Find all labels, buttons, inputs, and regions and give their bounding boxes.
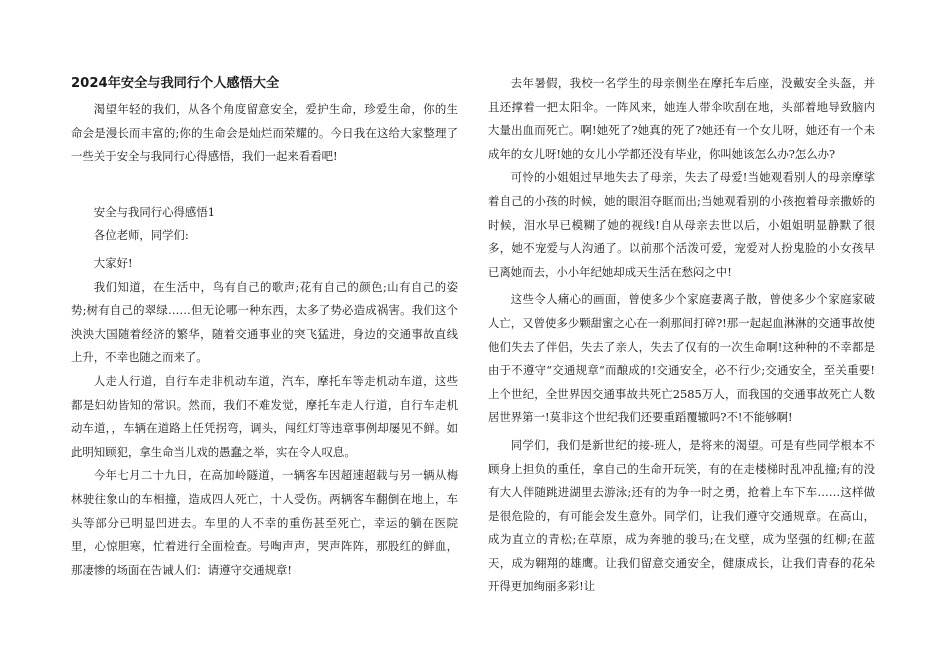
left-column	[71, 72, 458, 582]
body-paragraph-6: 这些令人痛心的画面，曾使多少个家庭妻离子散，曾使多少个家庭家破人亡，又曾使多少颗甜蜜之心在一刹那间打碎?!那一起起血淋淋的交通事故使他们失去了伴侣，失去了亲人，失去了仅有的一次生命啊!这种种的不幸都是由于不遵守“交通规章“而酿成的!交通安全，必不行少;交通安全，至关重要!上个世纪，全世界因交通事故共死亡2585万人，而我国的交通事故死亡人数居世界第一!莫非这个世纪我们还要重蹈覆辙吗?不!不能够啊!	[488, 292, 875, 425]
body-paragraph-4: 去年暑假，我校一名学生的母亲侧坐在摩托车后座，没戴安全头盔，并且还撑着一把太阳伞。一阵风来，她连人带伞吹刮在地，头部着地导致脑内大量出血而死亡。啊!她死了?她真的死了?她还有一个女儿呀，她还有一个未成年的女儿呀!她的女儿小学都还没有毕业，你叫她该怎么办?怎么办?	[488, 76, 875, 161]
body-paragraph-5: 可怜的小姐姐过早地失去了母亲，失去了母爱!当她观看别人的母亲摩挲着自己的小孩的时候，她的眼泪夺眶而出;当她观看别的小孩抱着母亲撒娇的时候，泪水早已模糊了她的视线!自从母亲去世以后，小姐姐明显静默了很多，她不宠爱与人沟通了。以前那个活泼可爱，宠爱对人扮鬼脸的小女孩早已离她而去，小小年纪她却成天生活在愁闷之中!	[488, 170, 875, 279]
document-title: 2024年安全与我同行个人感悟大全	[71, 76, 280, 91]
section-heading: 安全与我同行心得感悟1	[93, 204, 215, 219]
body-paragraph-2: 人走人行道，自行车走非机动车道，汽车，摩托车等走机动车道，这些都是妇幼皆知的常识。然而，我们不难发觉，摩托车走人行道，自行车走机动车道，，车辆在道路上任凭拐弯，调头，闯红灯等违章事例却屡见不鲜。如此明知顾犯，拿生命当儿戏的愚蠢之举，实在令人叹息。	[71, 373, 458, 459]
greeting-paragraph: 各位老师，同学们:	[93, 228, 189, 243]
body-paragraph-1: 我们知道，在生活中，鸟有自己的歌声;花有自己的颜色;山有自己的姿势;树有自己的翠绿……但无论哪一种东西，太多了势必造成祸害。我们这个泱泱大国随着经济的繁华，随着交通事业的突飞猛进，身边的交通事故直线上升，不幸也随之而来了。	[71, 279, 458, 365]
body-paragraph-7: 同学们，我们是新世纪的接-班人，是将来的渴望。可是有些同学根本不顾身上担负的重任，拿自己的生命开玩笑，有的在走楼梯时乱冲乱撞;有的没有大人伴随跳进湖里去游泳;还有的为争一时之勇，抢着上车下车……这样做是很危险的，有可能会发生意外。同学们，让我们遵守交通规章。在高山，成为直立的青松;在草原，成为奔驰的骏马;在戈壁，成为坚强的红柳;在蓝天，成为翱翔的雄鹰。让我们留意交通安全，健康成长，让我们青春的花朵开得更加绚丽多彩!让	[488, 437, 875, 594]
body-paragraph-3: 今年七月二十九日，在高加岭隧道，一辆客车因超速超载与另一辆从梅林驶往象山的车相撞，造成四人死亡，十人受伤。两辆客车翻倒在地上，车头等部分已明显凹进去。车里的人不幸的重伤甚至死亡，幸运的躺在医院里，心惊胆寒，忙着进行全面检查。号啕声声，哭声阵阵，那股红的鲜血，那凄惨的场面在告诫人们：请遵守交通规章!	[71, 468, 458, 577]
intro-paragraph: 渴望年轻的我们，从各个角度留意安全，爱护生命，珍爱生命，你的生命会是漫长而丰富的;你的生命会是灿烂而荣耀的。今日我在这给大家整理了一些关于安全与我同行心得感悟，我们一起来看看吧!	[71, 102, 458, 164]
spacer	[71, 169, 458, 193]
hello-paragraph: 大家好!	[93, 255, 133, 270]
right-column	[488, 72, 875, 599]
